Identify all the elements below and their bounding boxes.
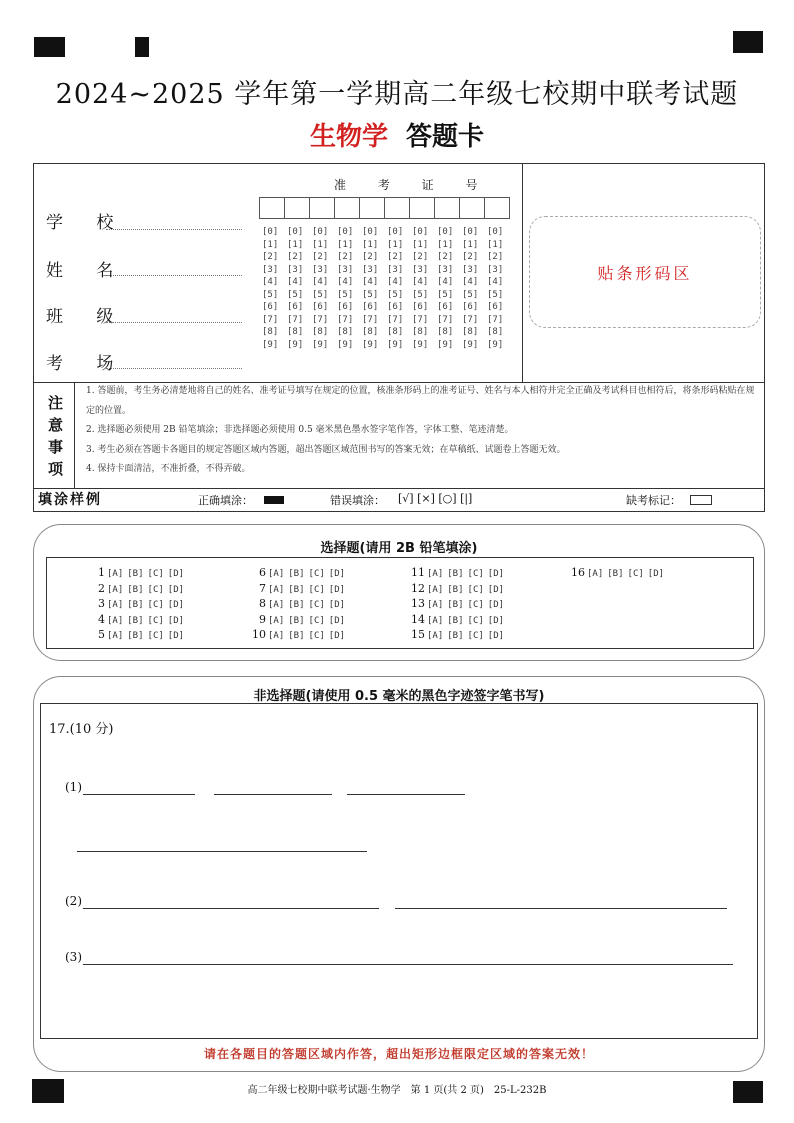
digit-bubble[interactable]: [5] <box>387 289 404 300</box>
option-bubble[interactable]: [A] <box>107 569 124 579</box>
digit-bubble[interactable]: [7] <box>262 314 279 325</box>
option-bubble[interactable]: [D] <box>647 569 665 579</box>
option-bubble[interactable]: [B] <box>447 569 464 579</box>
answer-line[interactable] <box>395 907 727 909</box>
choice-question <box>252 613 349 626</box>
digit-bubble[interactable]: [2] <box>412 252 429 262</box>
option-bubble[interactable]: [A] <box>268 615 285 626</box>
digit-bubble[interactable]: [1] <box>412 239 429 250</box>
option-bubble[interactable]: [D] <box>487 615 505 626</box>
digit-bubble[interactable]: [7] <box>487 314 504 325</box>
option-bubble[interactable]: [B] <box>288 615 305 626</box>
exam-id-box[interactable] <box>259 197 285 219</box>
digit-bubble[interactable]: [0] <box>362 227 379 237</box>
option-bubble[interactable]: [A] <box>427 584 444 595</box>
digit-bubble[interactable]: [7] <box>462 314 479 325</box>
option-bubble[interactable]: [A] <box>427 569 444 579</box>
divider <box>34 488 764 489</box>
answer-line[interactable] <box>83 963 733 965</box>
question-number: 7 <box>259 581 266 595</box>
digit-bubble[interactable]: [6] <box>462 302 479 312</box>
notes-list <box>86 382 758 480</box>
answer-line[interactable] <box>214 793 332 795</box>
choice-question <box>91 628 188 641</box>
digit-bubble[interactable]: [1] <box>287 239 304 250</box>
question-number: 1 <box>98 566 105 579</box>
option-bubble[interactable]: [D] <box>328 615 346 626</box>
option-bubble[interactable]: [C] <box>147 600 164 610</box>
divider <box>74 382 75 488</box>
option-bubble[interactable]: [D] <box>487 584 505 595</box>
option-bubble[interactable]: [A] <box>107 584 124 595</box>
note-item: 1. 答题前，考生务必清楚地将自己的姓名、准考证号填写在规定的位置，核准条形码上的准考证号、姓名与本人相符并完全正确及考试科目也相符后，将条形码粘贴在规定的位置。 <box>86 386 755 416</box>
digit-bubble[interactable]: [9] <box>262 339 279 350</box>
digit-bubble[interactable]: [2] <box>362 252 379 262</box>
digit-bubble[interactable]: [2] <box>387 252 404 262</box>
option-bubble[interactable]: [C] <box>467 569 484 579</box>
digit-bubble[interactable]: [2] <box>262 252 279 262</box>
digit-bubble[interactable]: [4] <box>312 277 329 287</box>
exam-id-box[interactable] <box>435 197 460 219</box>
choice-question <box>252 597 349 610</box>
digit-bubble[interactable]: [8] <box>437 327 454 337</box>
exam-id-column <box>262 226 286 351</box>
digit-bubble[interactable]: [8] <box>337 327 354 337</box>
option-bubble[interactable]: [D] <box>167 631 185 641</box>
option-bubble[interactable]: [B] <box>447 615 464 626</box>
option-bubble[interactable]: [A] <box>107 600 124 610</box>
digit-bubble[interactable]: [5] <box>412 289 429 300</box>
choice-question <box>411 628 508 641</box>
digit-bubble[interactable]: [0] <box>437 227 454 237</box>
exam-id-column <box>362 226 386 351</box>
choice-question <box>411 582 508 595</box>
question-number: 3 <box>98 597 105 610</box>
page-title: 2024~2025 学年第一学期高二年级七校期中联考试题 <box>55 79 739 110</box>
option-bubble[interactable]: [A] <box>107 615 124 626</box>
digit-bubble[interactable]: [2] <box>437 252 454 262</box>
digit-bubble[interactable]: [7] <box>362 314 379 325</box>
option-bubble[interactable]: [C] <box>147 631 164 641</box>
option-bubble[interactable]: [C] <box>467 631 484 641</box>
question-number: 16 <box>571 566 585 579</box>
digit-bubble[interactable]: [9] <box>412 339 429 350</box>
exam-id-box[interactable] <box>485 197 510 219</box>
digit-bubble[interactable]: [6] <box>487 302 504 312</box>
page-subtitle <box>0 116 794 153</box>
card-label: 答题卡 <box>406 122 485 152</box>
question-number: 13 <box>411 597 425 610</box>
absent-mark-box[interactable] <box>690 495 712 505</box>
fill-sample-label: 填涂样例 <box>38 492 102 508</box>
digit-bubble[interactable]: [5] <box>437 289 454 300</box>
exam-id-box[interactable] <box>360 197 385 219</box>
digit-bubble[interactable]: [1] <box>387 239 404 250</box>
digit-bubble[interactable]: [4] <box>412 277 429 287</box>
digit-bubble[interactable]: [2] <box>462 252 479 262</box>
digit-bubble[interactable]: [9] <box>312 339 329 350</box>
digit-bubble[interactable]: [7] <box>287 314 304 325</box>
question-number: 10 <box>252 628 266 641</box>
digit-bubble[interactable]: [5] <box>362 289 379 300</box>
barcode-area <box>529 216 761 328</box>
choice-question <box>411 597 508 610</box>
name-label: 姓 名 <box>46 261 128 281</box>
answer-line[interactable] <box>83 907 379 909</box>
class-label: 班 级 <box>46 307 128 327</box>
digit-bubble[interactable]: [0] <box>287 227 304 237</box>
choice-question <box>252 582 349 595</box>
answer-line[interactable] <box>77 850 367 852</box>
choice-question <box>411 566 508 579</box>
digit-bubble[interactable]: [3] <box>287 264 304 275</box>
option-bubble[interactable]: [B] <box>447 631 464 641</box>
question-17-label: 17.(10 分) <box>49 722 114 737</box>
digit-bubble[interactable]: [6] <box>312 302 329 312</box>
digit-bubble[interactable]: [4] <box>262 277 279 287</box>
digit-bubble[interactable]: [8] <box>412 327 429 337</box>
digit-bubble[interactable]: [6] <box>387 302 404 312</box>
option-bubble[interactable]: [D] <box>487 600 505 610</box>
option-bubble[interactable]: [D] <box>328 600 346 610</box>
digit-bubble[interactable]: [2] <box>287 252 304 262</box>
option-bubble[interactable]: [C] <box>467 600 484 610</box>
exam-id-column <box>437 226 461 351</box>
option-bubble[interactable]: [B] <box>288 569 305 579</box>
question-number: 6 <box>259 566 266 579</box>
answer-line[interactable] <box>83 793 195 795</box>
digit-bubble[interactable]: [6] <box>437 302 454 312</box>
option-bubble[interactable]: [C] <box>308 584 325 595</box>
registration-mark <box>135 37 149 57</box>
note-item: 4. 保持卡面清洁，不准折叠，不得弄破。 <box>86 464 251 474</box>
digit-bubble[interactable]: [0] <box>487 227 504 237</box>
name-field[interactable] <box>106 274 242 276</box>
answer-area[interactable] <box>40 703 758 1039</box>
exam-id-box[interactable] <box>410 197 435 219</box>
question-number: 15 <box>411 628 425 641</box>
option-bubble[interactable]: [A] <box>268 600 285 610</box>
digit-bubble[interactable]: [9] <box>462 339 479 350</box>
option-bubble[interactable]: [A] <box>268 569 285 579</box>
digit-bubble[interactable]: [0] <box>312 227 329 237</box>
registration-mark <box>34 37 65 57</box>
digit-bubble[interactable]: [4] <box>387 277 404 287</box>
digit-bubble[interactable]: [9] <box>387 339 404 350</box>
option-bubble[interactable]: [C] <box>308 631 325 641</box>
digit-bubble[interactable]: [1] <box>437 239 454 250</box>
registration-mark <box>733 31 763 53</box>
digit-bubble[interactable]: [6] <box>337 302 354 312</box>
option-bubble[interactable]: [B] <box>447 584 464 595</box>
question-number: 4 <box>98 612 105 626</box>
option-bubble[interactable]: [B] <box>607 569 624 579</box>
digit-bubble[interactable]: [7] <box>437 314 454 325</box>
room-label: 考 场 <box>46 354 128 374</box>
option-bubble[interactable]: [D] <box>487 631 505 641</box>
info-frame <box>33 163 765 512</box>
option-bubble[interactable]: [C] <box>147 569 164 579</box>
digit-bubble[interactable]: [1] <box>362 239 379 250</box>
digit-bubble[interactable]: [5] <box>262 289 279 300</box>
option-bubble[interactable]: [D] <box>167 584 185 595</box>
digit-bubble[interactable]: [8] <box>462 327 479 337</box>
digit-bubble[interactable]: [3] <box>362 264 379 275</box>
option-bubble[interactable]: [A] <box>268 584 285 595</box>
option-bubble[interactable]: [B] <box>127 600 144 610</box>
option-bubble[interactable]: [B] <box>127 569 144 579</box>
answer-area-warning: 请在各题目的答题区域内作答，超出矩形边框限定区域的答案无效！ <box>203 1047 594 1061</box>
option-bubble[interactable]: [B] <box>127 615 144 626</box>
digit-bubble[interactable]: [8] <box>362 327 379 337</box>
option-bubble[interactable]: [D] <box>328 569 346 579</box>
option-bubble[interactable]: [D] <box>167 569 185 579</box>
question-number: 14 <box>411 612 425 626</box>
answer-line[interactable] <box>347 793 465 795</box>
digit-bubble[interactable]: [1] <box>312 239 329 250</box>
option-bubble[interactable]: [B] <box>127 631 144 641</box>
barcode-label: 贴条形码区 <box>597 264 693 283</box>
option-bubble[interactable]: [B] <box>127 584 144 595</box>
option-bubble[interactable]: [A] <box>427 615 444 626</box>
digit-bubble[interactable]: [3] <box>412 264 429 275</box>
note-item: 2. 选择题必须使用 2B 铅笔填涂；非选择题必须使用 0.5 毫米黑色墨水签字笔作答，字体工整、笔迹清楚。 <box>86 425 514 435</box>
question-number: 2 <box>98 581 105 595</box>
digit-bubble[interactable]: [7] <box>337 314 354 325</box>
digit-bubble[interactable]: [5] <box>487 289 504 300</box>
digit-bubble[interactable]: [6] <box>287 302 304 312</box>
exam-id-column <box>487 226 511 351</box>
option-bubble[interactable]: [D] <box>167 615 185 626</box>
question-number: 12 <box>411 581 425 595</box>
digit-bubble[interactable]: [9] <box>487 339 504 350</box>
page-footer: 高二年级七校期中联考试题·生物学 第 1 页(共 2 页) 25-L-232B <box>247 1085 547 1096</box>
option-bubble[interactable]: [D] <box>167 600 185 610</box>
option-bubble[interactable]: [C] <box>308 615 325 626</box>
digit-bubble[interactable]: [4] <box>437 277 454 287</box>
room-field[interactable] <box>106 367 242 369</box>
digit-bubble[interactable]: [9] <box>337 339 354 350</box>
digit-bubble[interactable]: [3] <box>462 264 479 275</box>
digit-bubble[interactable]: [7] <box>412 314 429 325</box>
question-number: 9 <box>259 612 266 626</box>
choice-question <box>252 566 349 579</box>
option-bubble[interactable]: [A] <box>427 631 444 641</box>
option-bubble[interactable]: [B] <box>447 600 464 610</box>
digit-bubble[interactable]: [8] <box>262 327 279 337</box>
digit-bubble[interactable]: [5] <box>462 289 479 300</box>
option-bubble[interactable]: [C] <box>627 569 644 579</box>
option-bubble[interactable]: [C] <box>308 600 325 610</box>
nonchoice-title: 非选择题(请使用 0.5 毫米的黑色字迹签字笔书写) <box>253 689 545 704</box>
digit-bubble[interactable]: [8] <box>287 327 304 337</box>
exam-id-column <box>287 226 311 351</box>
digit-bubble[interactable]: [4] <box>362 277 379 287</box>
choice-question <box>571 566 668 579</box>
digit-bubble[interactable]: [9] <box>362 339 379 350</box>
digit-bubble[interactable]: [2] <box>337 252 354 262</box>
exam-id-title: 准 考 证 号 <box>334 178 492 192</box>
exam-id-box[interactable] <box>310 197 335 219</box>
option-bubble[interactable]: [C] <box>147 584 164 595</box>
digit-bubble[interactable]: [6] <box>362 302 379 312</box>
option-bubble[interactable]: [D] <box>487 569 505 579</box>
part-1-label: (1) <box>65 780 82 794</box>
digit-bubble[interactable]: [2] <box>312 252 329 262</box>
exam-id-column <box>387 226 411 351</box>
digit-bubble[interactable]: [1] <box>262 239 279 250</box>
digit-bubble[interactable]: [0] <box>262 227 279 237</box>
choice-question <box>252 628 349 641</box>
choice-grid <box>46 557 754 649</box>
digit-bubble[interactable]: [1] <box>337 239 354 250</box>
notes-heading: 注意事项 <box>48 394 64 478</box>
exam-id-column <box>337 226 361 351</box>
question-number: 11 <box>411 566 425 579</box>
part-3-label: (3) <box>65 950 82 964</box>
digit-bubble[interactable]: [0] <box>337 227 354 237</box>
choice-title: 选择题(请用 2B 铅笔填涂) <box>320 541 478 556</box>
option-bubble[interactable]: [A] <box>427 600 444 610</box>
option-bubble[interactable]: [D] <box>328 584 346 595</box>
option-bubble[interactable]: [D] <box>328 631 346 641</box>
digit-bubble[interactable]: [5] <box>287 289 304 300</box>
exam-id-boxes <box>259 197 510 219</box>
school-label: 学 校 <box>46 213 128 233</box>
option-bubble[interactable]: [C] <box>467 615 484 626</box>
question-number: 5 <box>98 628 105 641</box>
digit-bubble[interactable]: [7] <box>387 314 404 325</box>
digit-bubble[interactable]: [3] <box>337 264 354 275</box>
exam-id-column <box>312 226 336 351</box>
choice-question <box>91 613 188 626</box>
exam-id-box[interactable] <box>335 197 360 219</box>
digit-bubble[interactable]: [3] <box>262 264 279 275</box>
exam-id-column <box>462 226 486 351</box>
option-bubble[interactable]: [A] <box>268 631 285 641</box>
digit-bubble[interactable]: [8] <box>312 327 329 337</box>
digit-bubble[interactable]: [9] <box>287 339 304 350</box>
digit-bubble[interactable]: [3] <box>487 264 504 275</box>
choice-panel <box>33 524 765 661</box>
option-bubble[interactable]: [A] <box>587 569 604 579</box>
class-field[interactable] <box>106 321 242 323</box>
digit-bubble[interactable]: [0] <box>462 227 479 237</box>
exam-id-box[interactable] <box>285 197 310 219</box>
option-bubble[interactable]: [B] <box>288 584 305 595</box>
digit-bubble[interactable]: [0] <box>412 227 429 237</box>
exam-id-column <box>412 226 436 351</box>
choice-question <box>91 597 188 610</box>
digit-bubble[interactable]: [4] <box>462 277 479 287</box>
nonchoice-panel <box>33 676 765 1072</box>
digit-bubble[interactable]: [9] <box>437 339 454 350</box>
digit-bubble[interactable]: [5] <box>312 289 329 300</box>
choice-question <box>91 582 188 595</box>
wrong-fill-samples: [√] [×] [○] [|] <box>398 492 473 505</box>
option-bubble[interactable]: [A] <box>107 631 124 641</box>
digit-bubble[interactable]: [7] <box>312 314 329 325</box>
choice-question <box>91 566 188 579</box>
wrong-fill-label: 错误填涂： <box>330 494 385 507</box>
option-bubble[interactable]: [C] <box>147 615 164 626</box>
digit-bubble[interactable]: [4] <box>337 277 354 287</box>
digit-bubble[interactable]: [6] <box>262 302 279 312</box>
option-bubble[interactable]: [B] <box>288 600 305 610</box>
digit-bubble[interactable]: [5] <box>337 289 354 300</box>
choice-question <box>411 613 508 626</box>
divider <box>522 164 523 382</box>
exam-id-box[interactable] <box>460 197 485 219</box>
correct-fill-label: 正确填涂： <box>198 494 253 507</box>
digit-bubble[interactable]: [3] <box>437 264 454 275</box>
school-field[interactable] <box>106 228 242 230</box>
digit-bubble[interactable]: [8] <box>487 327 504 337</box>
digit-bubble[interactable]: [4] <box>487 277 504 287</box>
option-bubble[interactable]: [C] <box>308 569 325 579</box>
note-item: 3. 考生必须在答题卡各题目的规定答题区域内答题，超出答题区域范围书写的答案无效；在草稿纸、试题卷上答题无效。 <box>86 444 566 455</box>
option-bubble[interactable]: [B] <box>288 631 305 641</box>
subject-label: 生物学 <box>309 122 388 152</box>
digit-bubble[interactable]: [6] <box>412 302 429 312</box>
digit-bubble[interactable]: [8] <box>387 327 404 337</box>
exam-id-box[interactable] <box>385 197 410 219</box>
digit-bubble[interactable]: [4] <box>287 277 304 287</box>
absent-mark-label: 缺考标记： <box>626 494 681 507</box>
digit-bubble[interactable]: [1] <box>487 239 504 250</box>
question-number: 8 <box>259 597 266 610</box>
digit-bubble[interactable]: [0] <box>387 227 404 237</box>
option-bubble[interactable]: [C] <box>467 584 484 595</box>
digit-bubble[interactable]: [3] <box>387 264 404 275</box>
part-2-label: (2) <box>65 894 82 908</box>
digit-bubble[interactable]: [3] <box>312 264 329 275</box>
correct-fill-sample <box>264 496 284 504</box>
digit-bubble[interactable]: [2] <box>487 252 504 262</box>
digit-bubble[interactable]: [1] <box>462 239 479 250</box>
